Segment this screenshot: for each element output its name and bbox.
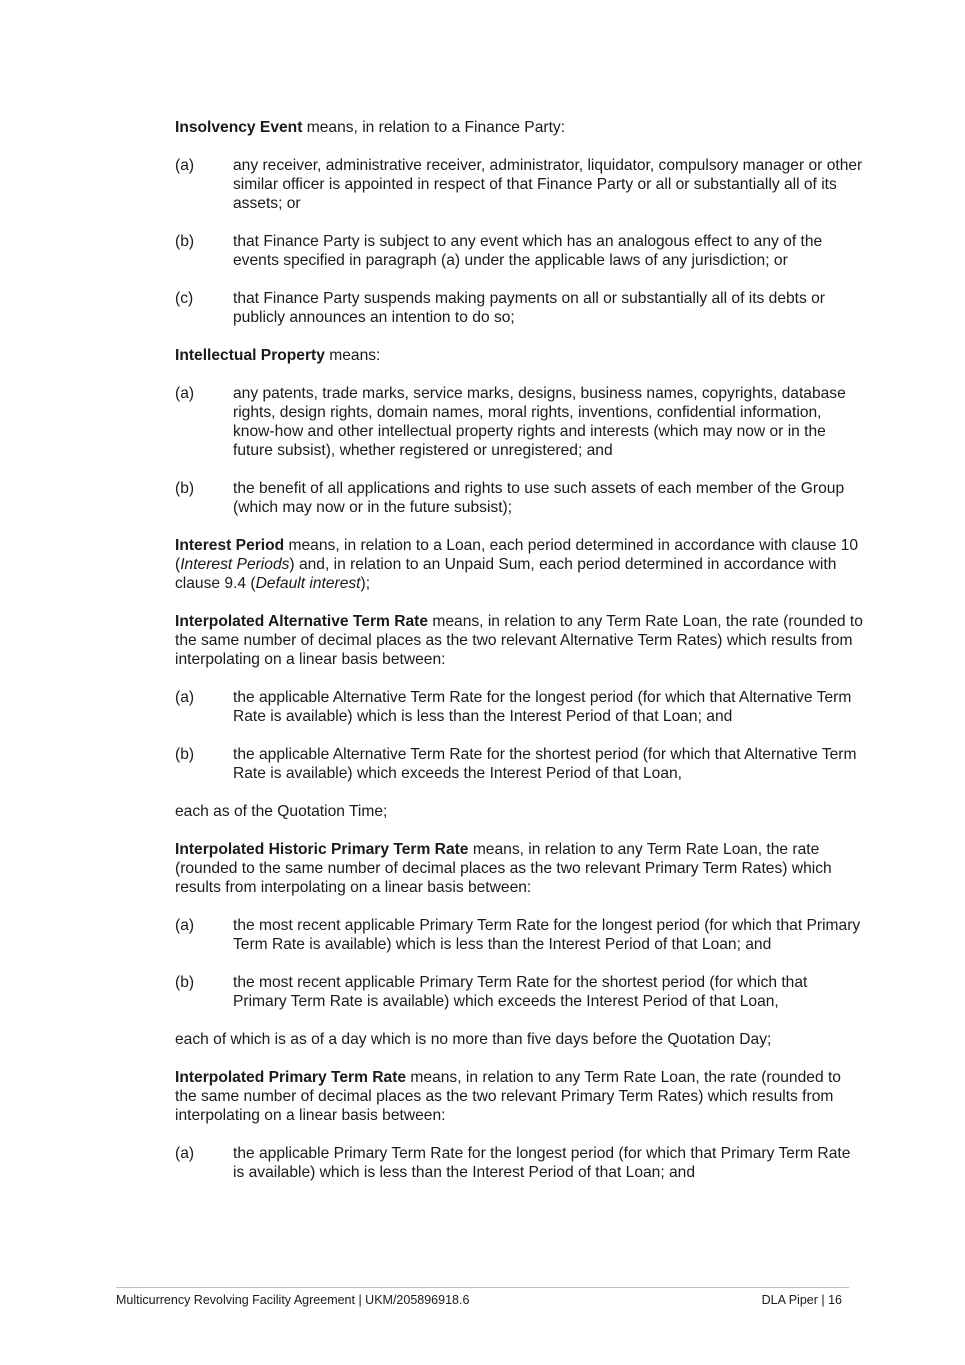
item-label: (a) [175,1145,195,1162]
definition-intro: means, in relation to any Term Rate Loan, the rate (rounded to the same number of decimal places as the two relevant Alternative Term Rates) which results from interpolating on a linear basis between: [175,613,863,668]
definition-interpolated-historic-primary-term-rate [175,840,865,897]
definition-tail: each of which is as of a day which is no more than five days before the Quotation Day; [175,1031,772,1048]
defined-term: Insolvency Event [175,119,303,136]
footer-document-reference: Multicurrency Revolving Facility Agreement | UKM/205896918.6 [116,1293,470,1307]
defined-term: Interpolated Primary Term Rate [175,1069,407,1086]
item-label: (c) [175,290,194,307]
clause-reference: Interest Periods [180,556,290,573]
list-item [175,1144,865,1182]
list-item [175,156,865,213]
definition-intro-part: means, in relation to a Loan, each period determined in accordance with clause 10 ( [175,537,859,573]
list-item [175,973,865,1011]
item-label: (a) [175,157,195,174]
item-text: any patents, trade marks, service marks, designs, business names, copyrights, database rights, design rights, domain names, moral rights, inventions, confidential information, know-how and other intellectual property rights and interests (which may now or in the future subsist), whether registered or unregistered; and [233,385,846,459]
list-item [175,384,865,460]
list-item [175,479,865,517]
item-text: the most recent applicable Primary Term Rate for the longest period (for which that Primary Term Rate is available) which is less than the Interest Period of that Loan; and [233,917,861,953]
item-text: that Finance Party is subject to any event which has an analogous effect to any of the events specified in paragraph (a) under the applicable laws of any jurisdiction; or [233,233,823,269]
item-text: the benefit of all applications and rights to use such assets of each member of the Group (which may now or in the future subsist); [233,480,845,516]
item-label: (a) [175,385,195,402]
item-text: the applicable Primary Term Rate for the longest period (for which that Primary Term Rate is available) which is less than the Interest Period of that Loan; and [233,1145,851,1181]
footer-page-number: DLA Piper | 16 [761,1293,842,1307]
definition-intro: means: [324,347,381,364]
defined-term: Interest Period [175,537,285,554]
document-body [175,118,865,1201]
list-item [175,688,865,726]
definition-intro: means, in relation to any Term Rate Loan, the rate (rounded to the same number of decimal places as the two relevant Primary Term Rates) which results from interpolating on a linear basis between: [175,841,832,896]
definition-intellectual-property [175,346,865,365]
definition-interpolated-alternative-term-rate [175,612,865,669]
definition-intro: means, in relation to any Term Rate Loan, the rate (rounded to the same number of decimal places as the two relevant Primary Term Rates) which results from interpolating on a linear basis between: [175,1069,841,1124]
item-label: (a) [175,689,195,706]
item-text: the applicable Alternative Term Rate for the shortest period (for which that Alternative Term Rate is available) which exceeds the Interest Period of that Loan, [233,746,857,782]
definition-intro-part: ); [360,575,371,592]
item-label: (b) [175,974,195,991]
item-text: the applicable Alternative Term Rate for the longest period (for which that Alternative Term Rate is available) which is less than the Interest Period of that Loan; and [233,689,852,725]
item-label: (a) [175,917,195,934]
definition-tail: each as of the Quotation Time; [175,803,388,820]
item-label: (b) [175,480,195,497]
definition-interpolated-primary-term-rate [175,1068,865,1125]
list-item [175,745,865,783]
definition-interest-period [175,536,865,593]
item-label: (b) [175,233,195,250]
footer-divider [116,1287,849,1288]
clause-reference: Default interest [255,575,361,592]
list-item [175,916,865,954]
defined-term: Interpolated Alternative Term Rate [175,613,429,630]
item-text: that Finance Party suspends making payments on all or substantially all of its debts or publicly announces an intention to do so; [233,290,825,326]
definition-intro-part: ) and, in relation to an Unpaid Sum, each period determined in accordance with clause 9.4 ( [175,556,837,592]
defined-term: Intellectual Property [175,347,325,364]
list-item [175,289,865,327]
item-label: (b) [175,746,195,763]
definition-intro: means, in relation to a Finance Party: [302,119,566,136]
item-text: any receiver, administrative receiver, administrator, liquidator, compulsory manager or other similar officer is appointed in respect of that Finance Party or all or substantially all of its assets; or [233,157,863,212]
defined-term: Interpolated Historic Primary Term Rate [175,841,469,858]
list-item [175,232,865,270]
definition-insolvency-event [175,118,865,137]
item-text: the most recent applicable Primary Term Rate for the shortest period (for which that Primary Term Rate is available) which exceeds the Interest Period of that Loan, [233,974,808,1010]
